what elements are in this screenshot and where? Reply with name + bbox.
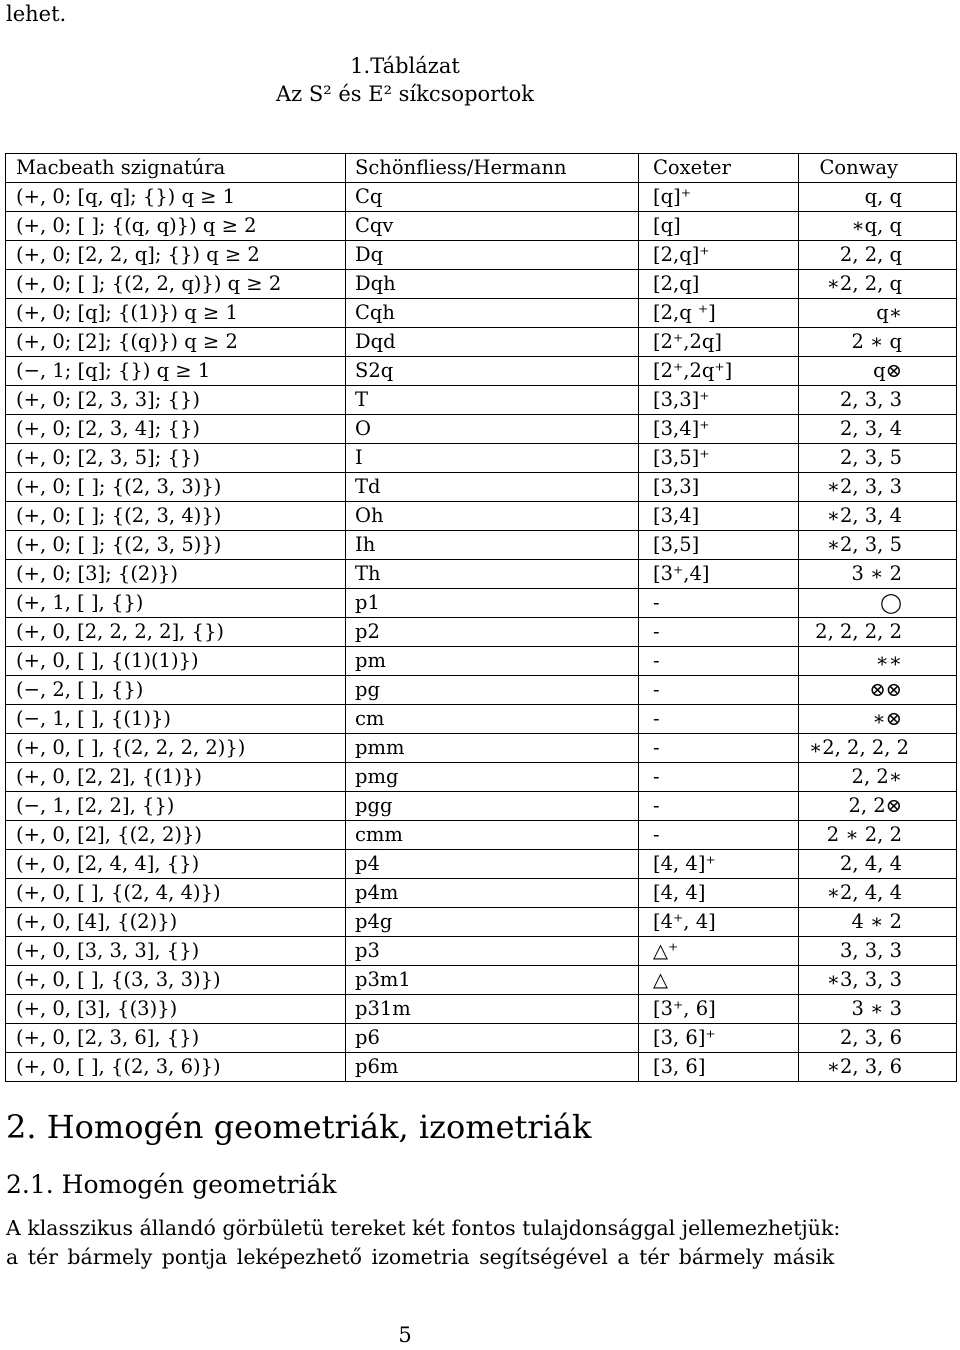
table-row bbox=[6, 386, 957, 415]
schonfliess-cell: Th bbox=[346, 560, 639, 589]
conway-cell: q∗ bbox=[799, 299, 957, 328]
macbeath-cell: (+, 0, [2], {(2, 2)}) bbox=[6, 821, 346, 850]
conway-cell: 2, 2, 2, 2 bbox=[799, 618, 957, 647]
previous-text-fragment: lehet. bbox=[6, 2, 67, 26]
table-row bbox=[6, 763, 957, 792]
coxeter-cell: [3,4]⁺ bbox=[639, 415, 799, 444]
table-row bbox=[6, 270, 957, 299]
table-row bbox=[6, 183, 957, 212]
coxeter-cell: - bbox=[639, 821, 799, 850]
macbeath-cell: (+, 0, [ ], {(2, 4, 4)}) bbox=[6, 879, 346, 908]
coxeter-cell: [2,q] bbox=[639, 270, 799, 299]
macbeath-cell: (+, 0, [ ], {(1)(1)}) bbox=[6, 647, 346, 676]
schonfliess-cell: T bbox=[346, 386, 639, 415]
schonfliess-cell: pg bbox=[346, 676, 639, 705]
coxeter-cell: [4⁺, 4] bbox=[639, 908, 799, 937]
conway-cell: ∗2, 3, 5 bbox=[799, 531, 957, 560]
schonfliess-cell: pgg bbox=[346, 792, 639, 821]
macbeath-cell: (+, 0; [2]; {(q)}) q ≥ 2 bbox=[6, 328, 346, 357]
schonfliess-cell: pm bbox=[346, 647, 639, 676]
macbeath-cell: (+, 0; [ ]; {(2, 3, 3)}) bbox=[6, 473, 346, 502]
conway-cell: ∗2, 2, q bbox=[799, 270, 957, 299]
coxeter-cell: [2⁺,2q] bbox=[639, 328, 799, 357]
conway-cell: 3 ∗ 3 bbox=[799, 995, 957, 1024]
schonfliess-cell: p6 bbox=[346, 1024, 639, 1053]
coxeter-cell: [q] bbox=[639, 212, 799, 241]
schonfliess-cell: Cqv bbox=[346, 212, 639, 241]
table-row bbox=[6, 966, 957, 995]
table-row bbox=[6, 676, 957, 705]
coxeter-cell: [3⁺, 6] bbox=[639, 995, 799, 1024]
macbeath-cell: (−, 2, [ ], {}) bbox=[6, 676, 346, 705]
table-row bbox=[6, 995, 957, 1024]
table-row bbox=[6, 734, 957, 763]
schonfliess-cell: Oh bbox=[346, 502, 639, 531]
table-row bbox=[6, 879, 957, 908]
conway-cell: ∗2, 3, 3 bbox=[799, 473, 957, 502]
conway-cell: ⊗⊗ bbox=[799, 676, 957, 705]
schonfliess-cell: p2 bbox=[346, 618, 639, 647]
schonfliess-cell: Td bbox=[346, 473, 639, 502]
schonfliess-cell: pmm bbox=[346, 734, 639, 763]
macbeath-cell: (+, 1, [ ], {}) bbox=[6, 589, 346, 618]
table-row bbox=[6, 212, 957, 241]
table-row bbox=[6, 589, 957, 618]
coxeter-cell: [2,q ⁺] bbox=[639, 299, 799, 328]
schonfliess-cell: cm bbox=[346, 705, 639, 734]
macbeath-cell: (+, 0, [3, 3, 3], {}) bbox=[6, 937, 346, 966]
conway-cell: 2 ∗ q bbox=[799, 328, 957, 357]
schonfliess-cell: I bbox=[346, 444, 639, 473]
coxeter-cell: [3,3]⁺ bbox=[639, 386, 799, 415]
schonfliess-cell: p3 bbox=[346, 937, 639, 966]
table-header-row bbox=[6, 154, 957, 183]
schonfliess-cell: p31m bbox=[346, 995, 639, 1024]
conway-cell: 3, 3, 3 bbox=[799, 937, 957, 966]
macbeath-cell: (+, 0, [3], {(3)}) bbox=[6, 995, 346, 1024]
coxeter-cell: [3,3] bbox=[639, 473, 799, 502]
macbeath-cell: (+, 0; [ ]; {(2, 3, 4)}) bbox=[6, 502, 346, 531]
macbeath-cell: (+, 0, [4], {(2)}) bbox=[6, 908, 346, 937]
paragraph-line: a tér bármely pontja leképezhető izometria segítségével a tér bármely másik bbox=[6, 1245, 835, 1269]
coxeter-cell: - bbox=[639, 676, 799, 705]
conway-cell: 2, 2⊗ bbox=[799, 792, 957, 821]
table-row bbox=[6, 937, 957, 966]
coxeter-cell: [3, 6] bbox=[639, 1053, 799, 1082]
macbeath-cell: (+, 0, [2, 3, 6], {}) bbox=[6, 1024, 346, 1053]
macbeath-cell: (+, 0; [3]; {(2)}) bbox=[6, 560, 346, 589]
table-row bbox=[6, 473, 957, 502]
macbeath-cell: (+, 0, [2, 2], {(1)}) bbox=[6, 763, 346, 792]
table-row bbox=[6, 908, 957, 937]
conway-cell: 2, 3, 5 bbox=[799, 444, 957, 473]
conway-cell: ∗2, 3, 4 bbox=[799, 502, 957, 531]
schonfliess-cell: pmg bbox=[346, 763, 639, 792]
table-row bbox=[6, 299, 957, 328]
table-row bbox=[6, 850, 957, 879]
macbeath-cell: (+, 0, [ ], {(2, 3, 6)}) bbox=[6, 1053, 346, 1082]
schonfliess-cell: Ih bbox=[346, 531, 639, 560]
coxeter-cell: [3, 6]⁺ bbox=[639, 1024, 799, 1053]
macbeath-cell: (+, 0; [2, 3, 5]; {}) bbox=[6, 444, 346, 473]
macbeath-cell: (+, 0, [ ], {(3, 3, 3)}) bbox=[6, 966, 346, 995]
conway-cell: ∗2, 2, 2, 2 bbox=[799, 734, 957, 763]
table-caption-title: Az S² és E² síkcsoportok bbox=[275, 82, 535, 106]
coxeter-cell: [2⁺,2q⁺] bbox=[639, 357, 799, 386]
macbeath-cell: (+, 0, [2, 2, 2, 2], {}) bbox=[6, 618, 346, 647]
macbeath-cell: (+, 0, [ ], {(2, 2, 2, 2)}) bbox=[6, 734, 346, 763]
table-row bbox=[6, 502, 957, 531]
conway-cell: 2, 2∗ bbox=[799, 763, 957, 792]
header-schonfliess-hermann: Schönfliess/Hermann bbox=[346, 154, 639, 183]
table-caption-number: 1.Táblázat bbox=[350, 54, 460, 78]
conway-cell: ∗q, q bbox=[799, 212, 957, 241]
header-coxeter: Coxeter bbox=[639, 154, 799, 183]
conway-cell: q, q bbox=[799, 183, 957, 212]
coxeter-cell: [3⁺,4] bbox=[639, 560, 799, 589]
coxeter-cell: [3,5]⁺ bbox=[639, 444, 799, 473]
schonfliess-cell: Dqd bbox=[346, 328, 639, 357]
schonfliess-cell: p4m bbox=[346, 879, 639, 908]
coxeter-cell: [3,5] bbox=[639, 531, 799, 560]
macbeath-cell: (+, 0; [2, 3, 3]; {}) bbox=[6, 386, 346, 415]
table-row bbox=[6, 821, 957, 850]
macbeath-cell: (−, 1; [q]; {}) q ≥ 1 bbox=[6, 357, 346, 386]
schonfliess-cell: Cq bbox=[346, 183, 639, 212]
conway-cell: 2 ∗ 2, 2 bbox=[799, 821, 957, 850]
schonfliess-cell: p4 bbox=[346, 850, 639, 879]
conway-cell: 2, 2, q bbox=[799, 241, 957, 270]
schonfliess-cell: Cqh bbox=[346, 299, 639, 328]
coxeter-cell: [4, 4]⁺ bbox=[639, 850, 799, 879]
conway-cell: ◯ bbox=[799, 589, 957, 618]
table-row bbox=[6, 1053, 957, 1082]
table-row bbox=[6, 415, 957, 444]
coxeter-cell: - bbox=[639, 589, 799, 618]
coxeter-cell: [3,4] bbox=[639, 502, 799, 531]
schonfliess-cell: p1 bbox=[346, 589, 639, 618]
coxeter-cell: △ bbox=[639, 966, 799, 995]
table-row bbox=[6, 647, 957, 676]
schonfliess-cell: Dqh bbox=[346, 270, 639, 299]
plane-groups-table bbox=[5, 153, 957, 1082]
macbeath-cell: (+, 0, [2, 4, 4], {}) bbox=[6, 850, 346, 879]
schonfliess-cell: O bbox=[346, 415, 639, 444]
schonfliess-cell: cmm bbox=[346, 821, 639, 850]
macbeath-cell: (−, 1, [ ], {(1)}) bbox=[6, 705, 346, 734]
conway-cell: 2, 3, 3 bbox=[799, 386, 957, 415]
macbeath-cell: (−, 1, [2, 2], {}) bbox=[6, 792, 346, 821]
table-row bbox=[6, 705, 957, 734]
schonfliess-cell: p6m bbox=[346, 1053, 639, 1082]
section-heading: 2. Homogén geometriák, izometriák bbox=[6, 1108, 592, 1146]
conway-cell: q⊗ bbox=[799, 357, 957, 386]
header-conway: Conway bbox=[799, 154, 957, 183]
header-macbeath: Macbeath szignatúra bbox=[6, 154, 346, 183]
table-body bbox=[6, 183, 957, 1082]
table-row bbox=[6, 1024, 957, 1053]
coxeter-cell: - bbox=[639, 618, 799, 647]
coxeter-cell: △⁺ bbox=[639, 937, 799, 966]
macbeath-cell: (+, 0; [2, 3, 4]; {}) bbox=[6, 415, 346, 444]
conway-cell: ∗2, 3, 6 bbox=[799, 1053, 957, 1082]
schonfliess-cell: p4g bbox=[346, 908, 639, 937]
conway-cell: 2, 4, 4 bbox=[799, 850, 957, 879]
conway-cell: ∗∗ bbox=[799, 647, 957, 676]
table-row bbox=[6, 560, 957, 589]
coxeter-cell: - bbox=[639, 734, 799, 763]
table-row bbox=[6, 531, 957, 560]
subsection-heading: 2.1. Homogén geometriák bbox=[6, 1170, 337, 1199]
macbeath-cell: (+, 0; [ ]; {(q, q)}) q ≥ 2 bbox=[6, 212, 346, 241]
coxeter-cell: [q]⁺ bbox=[639, 183, 799, 212]
coxeter-cell: [4, 4] bbox=[639, 879, 799, 908]
coxeter-cell: - bbox=[639, 647, 799, 676]
table-row bbox=[6, 792, 957, 821]
coxeter-cell: - bbox=[639, 705, 799, 734]
macbeath-cell: (+, 0; [q]; {(1)}) q ≥ 1 bbox=[6, 299, 346, 328]
page-number: 5 bbox=[398, 1323, 412, 1347]
macbeath-cell: (+, 0; [2, 2, q]; {}) q ≥ 2 bbox=[6, 241, 346, 270]
macbeath-cell: (+, 0; [q, q]; {}) q ≥ 1 bbox=[6, 183, 346, 212]
coxeter-cell: - bbox=[639, 763, 799, 792]
conway-cell: 3 ∗ 2 bbox=[799, 560, 957, 589]
macbeath-cell: (+, 0; [ ]; {(2, 3, 5)}) bbox=[6, 531, 346, 560]
table-row bbox=[6, 328, 957, 357]
paragraph-line: A klasszikus állandó görbületü tereket két fontos tulajdonsággal jellemezhetjük: bbox=[6, 1216, 841, 1240]
table-row bbox=[6, 444, 957, 473]
conway-cell: 2, 3, 6 bbox=[799, 1024, 957, 1053]
macbeath-cell: (+, 0; [ ]; {(2, 2, q)}) q ≥ 2 bbox=[6, 270, 346, 299]
table-row bbox=[6, 241, 957, 270]
schonfliess-cell: Dq bbox=[346, 241, 639, 270]
conway-cell: 4 ∗ 2 bbox=[799, 908, 957, 937]
coxeter-cell: [2,q]⁺ bbox=[639, 241, 799, 270]
conway-cell: 2, 3, 4 bbox=[799, 415, 957, 444]
schonfliess-cell: p3m1 bbox=[346, 966, 639, 995]
table-row bbox=[6, 357, 957, 386]
conway-cell: ∗2, 4, 4 bbox=[799, 879, 957, 908]
conway-cell: ∗⊗ bbox=[799, 705, 957, 734]
conway-cell: ∗3, 3, 3 bbox=[799, 966, 957, 995]
coxeter-cell: - bbox=[639, 792, 799, 821]
schonfliess-cell: S2q bbox=[346, 357, 639, 386]
table-row bbox=[6, 618, 957, 647]
